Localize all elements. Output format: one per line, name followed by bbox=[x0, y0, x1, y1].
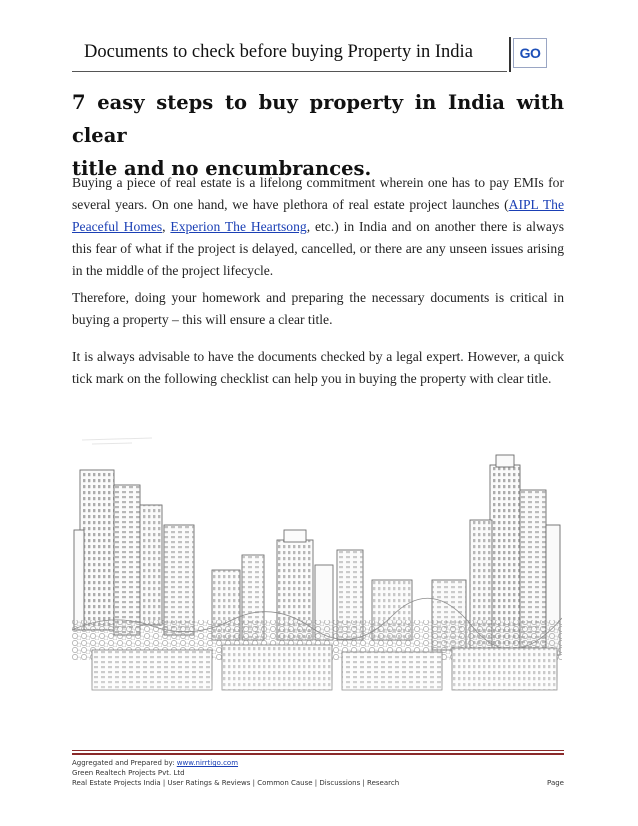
footer-company: Green Realtech Projects Pvt. Ltd bbox=[72, 769, 185, 777]
footer-links: Real Estate Projects India | User Ratings & Reviews | Common Cause | Discussions | Research bbox=[72, 779, 400, 787]
heading-line-2: title and no encumbrances. bbox=[72, 157, 372, 180]
experion-heartsong-link[interactable]: Experion The Heartsong bbox=[170, 219, 307, 234]
intro-text-2: , bbox=[162, 219, 171, 234]
intro-text-3: , etc.) in India and on another there is always this fear of what if the project is delayed, cancelled, or there are any unseen issues arising in the middle of the project lifecycle. bbox=[72, 219, 564, 278]
page-footer bbox=[72, 758, 564, 788]
intro-paragraph bbox=[72, 172, 564, 282]
header-rule bbox=[72, 71, 507, 72]
legal-advice-paragraph: It is always advisable to have the documents checked by a legal expert. However, a quick tick mark on the following checklist can help you in buying the property with clear title. bbox=[72, 349, 564, 386]
left-towers bbox=[74, 470, 194, 635]
footer-website-link[interactable]: www.nirrtigo.com bbox=[176, 759, 239, 767]
heading-line-1: 7 easy steps to buy property in India with clear bbox=[72, 91, 564, 147]
page-header bbox=[72, 34, 502, 74]
footer-prepared-label: Aggregated and Prepared by: bbox=[72, 759, 177, 767]
logo-text: GO bbox=[519, 45, 541, 61]
city-skyline-sketch bbox=[72, 430, 562, 745]
footer-rule-thin bbox=[72, 750, 564, 751]
footer-rule-thick bbox=[72, 753, 564, 755]
nirrtigo-logo bbox=[513, 38, 547, 68]
footer-prepared-row bbox=[72, 758, 564, 768]
intro-text-1: Buying a piece of real estate is a lifelong commitment wherein one has to pay EMIs for several years. On one hand, we have plethora of real estate project launches ( bbox=[72, 175, 564, 212]
aipl-peaceful-homes-link[interactable]: AIPL The Peaceful Homes bbox=[72, 197, 564, 234]
header-title: Documents to check before buying Property in India bbox=[84, 42, 473, 62]
page-heading bbox=[72, 86, 564, 185]
footer-page-label: Page bbox=[547, 779, 564, 787]
header-divider bbox=[509, 37, 511, 72]
homework-paragraph: Therefore, doing your homework and preparing the necessary documents is critical in buying a property – this will ensure a clear title. bbox=[72, 290, 564, 327]
